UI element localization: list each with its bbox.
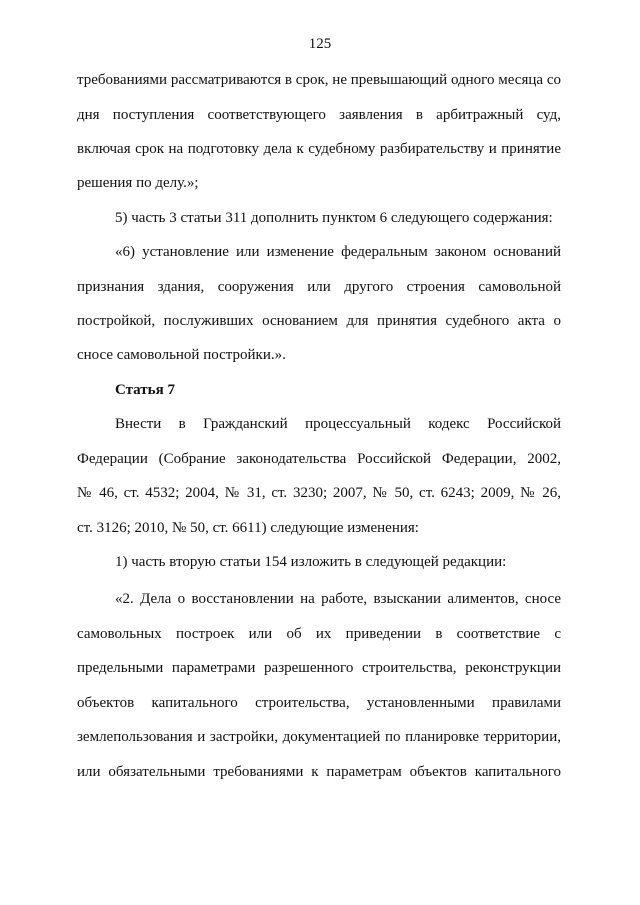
text-line: предельными параметрами разрешенного строительства, реконструкции [77, 660, 561, 676]
text-line: постройкой, послуживших основанием для принятия судебного акта о [77, 313, 561, 329]
text-line: дня поступления соответствующего заявления в арбитражный суд, [77, 107, 561, 123]
text-line: № 46, ст. 4532; 2004, № 31, ст. 3230; 2007, № 50, ст. 6243; 2009, № 26, [77, 485, 561, 501]
text-line: «6) установление или изменение федеральным законом оснований [115, 244, 561, 260]
text-line: включая срок на подготовку дела к судебному разбирательству и принятие [77, 141, 561, 157]
page-number: 125 [308, 36, 332, 52]
text-line: решения по делу.»; [77, 175, 199, 191]
article-heading: Статья 7 [115, 382, 175, 398]
text-line: объектов капитального строительства, установленными правилами [77, 695, 561, 711]
text-line: 1) часть вторую статьи 154 изложить в следующей редакции: [115, 554, 507, 570]
text-line: «2. Дела о восстановлении на работе, взыскании алиментов, сносе [115, 591, 561, 607]
text-line: признания здания, сооружения или другого строения самовольной [77, 279, 561, 295]
text-line: ст. 3126; 2010, № 50, ст. 6611) следующие изменения: [77, 520, 419, 536]
text-line: или обязательными требованиями к параметрам объектов капитального [77, 764, 561, 780]
text-line: Федерации (Собрание законодательства Российской Федерации, 2002, [77, 451, 561, 467]
text-line: требованиями рассматриваются в срок, не превышающий одного месяца со [77, 72, 561, 88]
text-line: сносе самовольной постройки.». [77, 347, 286, 363]
text-line: землепользования и застройки, документацией по планировке территории, [77, 729, 561, 745]
text-line: 5) часть 3 статьи 311 дополнить пунктом 6 следующего содержания: [115, 210, 553, 226]
text-line: Внести в Гражданский процессуальный кодекс Российской [115, 416, 561, 432]
text-line: самовольных построек или об их приведении в соответствие с [77, 626, 561, 642]
